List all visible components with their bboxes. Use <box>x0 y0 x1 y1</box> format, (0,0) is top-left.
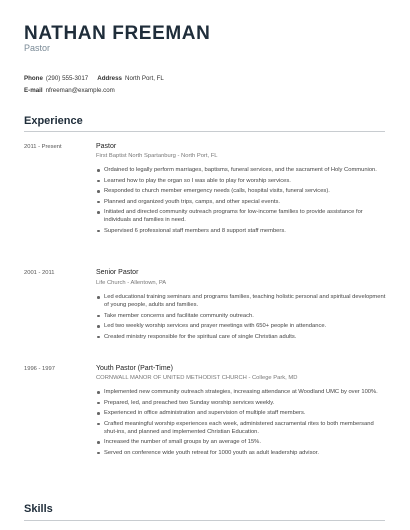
job-bullets <box>96 166 386 237</box>
job-organization: Life Church - Allentown, PA <box>96 280 167 286</box>
job-organization: CORNWALL MANOR OF UNITED METHODIST CHURCH - College Park, MD <box>96 375 298 381</box>
experience-divider <box>24 131 385 132</box>
bullet-item: Prepared, led, and preached two Sunday worship services weekly. <box>96 399 386 407</box>
bullet-item: Ordained to legally perform marriages, baptisms, funeral services, and the sacrament of Holy Communion. <box>96 166 386 174</box>
bullet-item: Supervised 6 professional staff members and 8 support staff members. <box>96 227 386 235</box>
bullet-item: Implemented new community outreach strategies, increasing attendance at Woodland UMC by over 100%. <box>96 388 386 396</box>
bullet-item: Led educational training seminars and programs families, teaching holistic personal and spiritual development of young people, adults and families. <box>96 293 386 309</box>
candidate-title: Pastor <box>24 43 51 53</box>
bullet-item: Led two weekly worship services and prayer meetings with 650+ people in attendance. <box>96 322 386 330</box>
job-bullets <box>96 388 386 459</box>
job-title: Senior Pastor <box>96 269 139 276</box>
address-value: North Port, FL <box>125 75 164 82</box>
phone-value: (290) 555-3017 <box>45 75 89 82</box>
bullet-item: Served on conference wide youth retreat for 1000 youth as adult leadership advisor. <box>96 449 386 457</box>
contact-line-1 <box>24 75 164 82</box>
skills-heading: Skills <box>24 503 53 515</box>
experience-heading: Experience <box>24 115 83 127</box>
job-bullets <box>96 293 386 343</box>
bullet-item: Increased the number of small groups by an average of 15%. <box>96 438 386 446</box>
job-dates: 2001 - 2011 <box>24 270 55 276</box>
email-value: nfreeman@example.com <box>45 87 115 94</box>
address-label: Address <box>97 75 122 82</box>
email-label: E-mail <box>24 87 43 94</box>
bullet-item: Responded to church member emergency needs (calls, hospital visits, funeral services). <box>96 187 386 195</box>
bullet-item: Experienced in office administration and supervision of multiple staff members. <box>96 409 386 417</box>
job-dates: 2011 - Present <box>24 144 62 150</box>
phone-label: Phone <box>24 75 43 82</box>
job-organization: First Baptist North Spartanburg - North Port, FL <box>96 153 218 159</box>
bullet-item: Created ministry responsible for the spiritual care of single Christian adults. <box>96 333 386 341</box>
bullet-item: Crafted meaningful worship experiences each week, administered sacramental rites to both membersand shut-ins, and planned and implemented Christian Education. <box>96 420 386 436</box>
candidate-name: NATHAN FREEMAN <box>24 23 211 44</box>
contact-line-2 <box>24 87 115 94</box>
skills-divider <box>24 520 385 521</box>
job-title: Pastor <box>96 143 117 150</box>
bullet-item: Initiated and directed community outreach programs for low-income families to provide assistance for individuals and families in need. <box>96 208 386 224</box>
bullet-item: Planned and organized youth trips, camps, and other special events. <box>96 198 386 206</box>
job-dates: 1996 - 1997 <box>24 366 55 372</box>
bullet-item: Learned how to play the organ so I was able to play for worship services. <box>96 177 386 185</box>
bullet-item: Take member concerns and facilitate community outreach. <box>96 312 386 320</box>
job-title: Youth Pastor (Part-Time) <box>96 365 173 372</box>
